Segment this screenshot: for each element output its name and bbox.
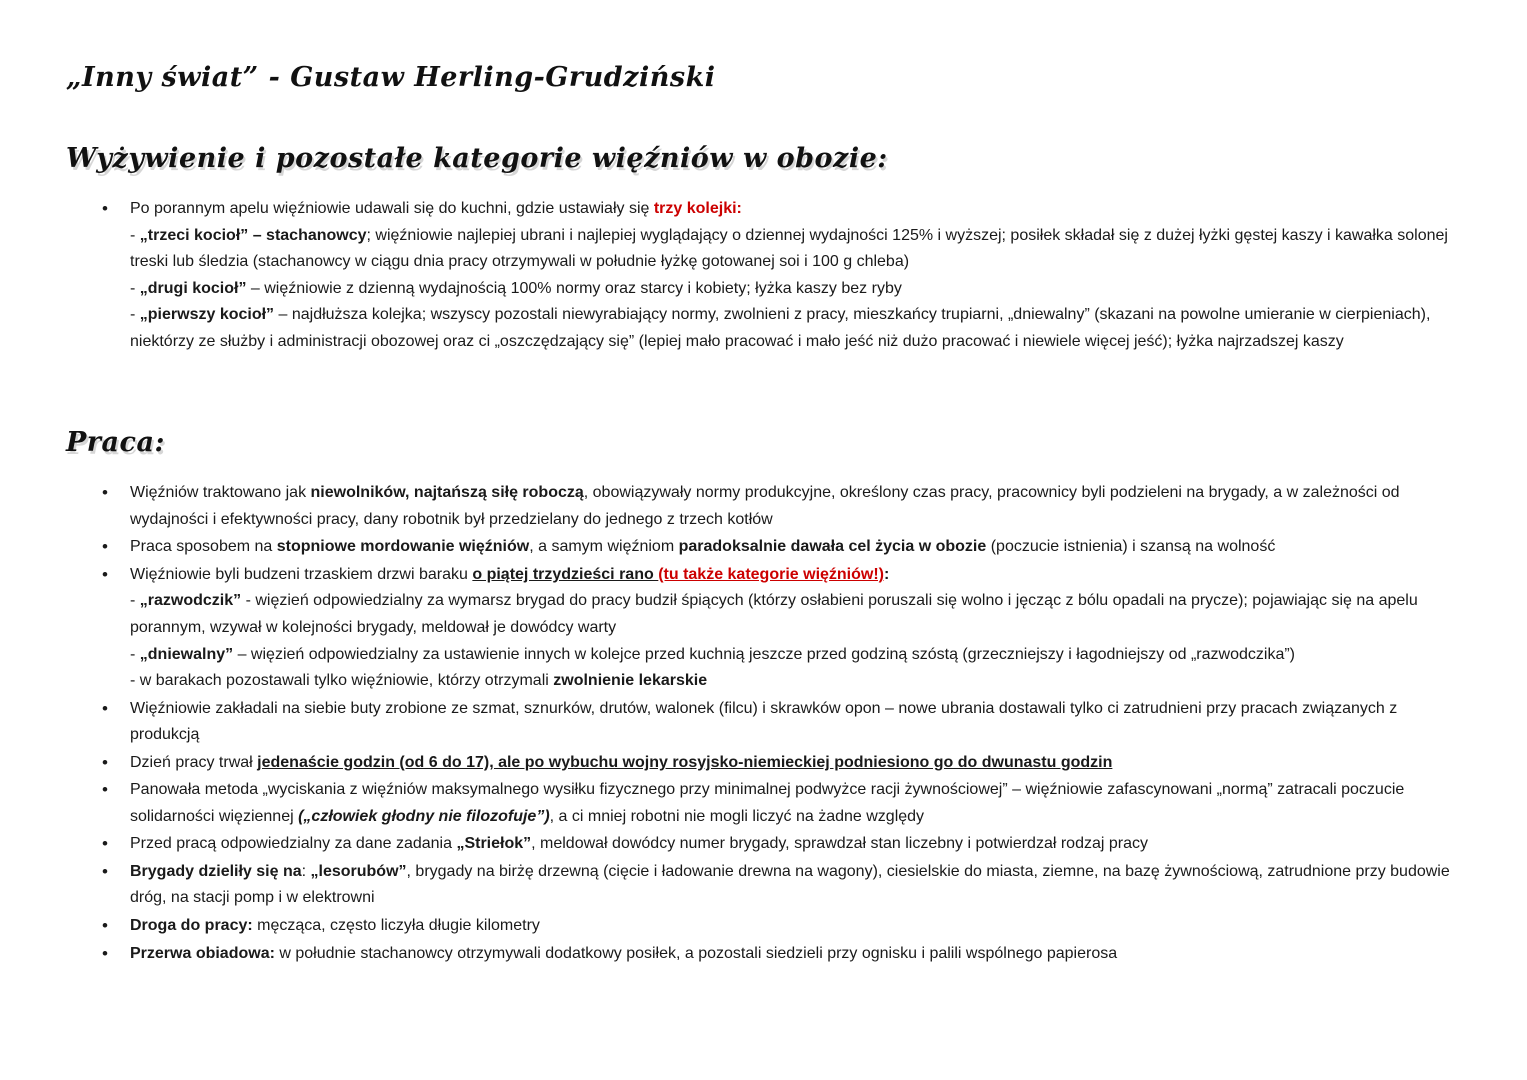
- list-item: [66, 831, 1463, 858]
- list-item-text: [130, 534, 1463, 561]
- text-line: [130, 913, 1463, 940]
- list-item: [66, 913, 1463, 940]
- list-item-text: [130, 859, 1463, 912]
- text-segment: , meldował dowódcy numer brygady, sprawdzał stan liczebny i potwierdzał rodzaj pracy: [531, 835, 1148, 853]
- text-segment: Przed pracą odpowiedzialny za dane zadania: [130, 835, 457, 853]
- text-segment: -: [130, 226, 140, 244]
- text-line: [130, 668, 1463, 695]
- text-segment: męcząca, często liczyła długie kilometry: [252, 917, 540, 935]
- list-item-text: [130, 750, 1463, 777]
- text-line: [130, 941, 1463, 968]
- text-segment: Dzień pracy trwał: [130, 753, 258, 771]
- text-segment: – najdłuższa kolejka; wszyscy pozostali niewyrabiający normy, zwolnieni z pracy, mieszkańcy trupiarni, „dniewalny” (skazani na powolne umieranie w cierpieniach), niektórzy ze służby i administracji obozowej oraz ci „oszczędzający się” (lepiej mało pracować i mało jeść niż dużo pracować i niewiele więcej jeść); łyżka najrzadszej kaszy: [130, 306, 1431, 350]
- bullet-icon: •: [102, 199, 108, 218]
- text-line: [130, 480, 1463, 533]
- text-segment: zwolnienie lekarskie: [553, 672, 708, 690]
- text-segment: :: [884, 565, 890, 583]
- list-item: [66, 562, 1463, 695]
- text-segment: „lesorubów”: [310, 862, 407, 880]
- text-segment: ; więźniowie najlepiej ubrani i najlepiej wyglądający o dziennej wydajności 125% i wyższej; posiłek składał się z dużej łyżki gęstej kaszy i kawałka solonej treski lub śledzia (stachanowcy w ciągu dnia pracy otrzymywali w południe łyżkę gotowanej soi i 100 g chleba): [130, 226, 1448, 271]
- bullet-icon: •: [102, 752, 108, 772]
- text-segment: „razwodczik”: [139, 592, 242, 610]
- section: [66, 427, 1463, 967]
- text-segment: -: [130, 306, 140, 324]
- text-segment: - więzień odpowiedzialny za wymarsz brygad do pracy budził śpiących (którzy osłabieni poruszali się wolno i jęcząc z bólu opadali na prycze); pojawiając się na apelu porannym, wzywał w kolejności brygady, meldował je dowódcy warty: [130, 592, 1418, 637]
- text-line: [130, 696, 1463, 749]
- list-item: [66, 777, 1463, 830]
- list-item-text: [130, 196, 1463, 355]
- list-item: [66, 696, 1463, 749]
- text-line: [130, 859, 1463, 912]
- section: [66, 143, 1463, 355]
- list-item-text: [130, 941, 1463, 968]
- bullet-icon: •: [102, 483, 108, 503]
- text-segment: „trzeci kocioł” – stachanowcy: [139, 226, 367, 244]
- bullet-icon: •: [102, 537, 108, 557]
- text-segment: „pierwszy kocioł”: [139, 306, 275, 324]
- text-segment: „drugi kocioł”: [139, 279, 247, 297]
- text-segment: niewolników, najtańszą siłę roboczą: [310, 484, 584, 502]
- text-segment: w południe stachanowcy otrzymywali dodatkowy posiłek, a pozostali siedzieli przy ognisku i palili wspólnego papierosa: [274, 944, 1118, 962]
- sections: [66, 143, 1463, 967]
- text-segment: – więzień odpowiedzialny za ustawienie innych w kolejce przed kuchnią jeszcze przed godziną szóstą (grzeczniejszy i łagodniejszy od „razwodczika”): [233, 645, 1295, 663]
- text-line: [130, 302, 1463, 355]
- bullet-icon: •: [102, 861, 108, 881]
- text-segment: („człowiek głodny nie filozofuje”): [298, 807, 550, 825]
- document-title: „Inny świat” - Gustaw Herling-Grudziński: [66, 62, 716, 93]
- text-segment: Po porannym apelu więźniowie udawali się do kuchni, gdzie ustawiały się: [130, 200, 654, 217]
- bullet-icon: •: [102, 564, 108, 584]
- text-segment: Więźniowie byli budzeni trzaskiem drzwi baraku: [130, 565, 473, 583]
- text-line: [130, 831, 1463, 858]
- text-segment: stopniowe mordowanie więźniów: [276, 538, 530, 556]
- text-segment: :: [301, 862, 311, 880]
- bullet-list: [66, 196, 1463, 355]
- text-segment: paradoksalnie dawała cel życia w obozie: [678, 538, 987, 556]
- bullet-icon: •: [102, 698, 108, 718]
- text-segment: , a ci mniej robotni nie mogli liczyć na żadne względy: [549, 807, 925, 825]
- text-line: [130, 588, 1463, 641]
- text-line: [130, 562, 1463, 589]
- list-item: [66, 859, 1463, 912]
- text-line: [130, 196, 1463, 223]
- list-item: [66, 534, 1463, 561]
- list-item: [66, 750, 1463, 777]
- text-line: [130, 750, 1463, 777]
- section-heading: Wyżywienie i pozostałe kategorie więźniów w obozie:: [66, 143, 888, 174]
- text-segment: (tu także kategorie więźniów!): [658, 565, 884, 583]
- text-segment: „dniewalny”: [139, 645, 234, 663]
- text-segment: Więźniowie zakładali na siebie buty zrobione ze szmat, sznurków, drutów, walonek (filcu) i skrawków opon – nowe ubrania dostawali tylko ci zatrudnieni przy pracach związanych z produkcją: [130, 699, 1398, 744]
- section-heading: Praca:: [66, 427, 165, 459]
- text-segment: , obowiązywały normy produkcyjne, określony czas pracy, pracownicy byli podzieleni na brygady, a w zależności od wydajności i efektywności pracy, dany robotnik był przedzielany do jednego z trzech kotłów: [130, 484, 1400, 528]
- text-segment: Więźniów traktowano jak: [130, 484, 311, 502]
- text-segment: -: [130, 592, 140, 610]
- text-segment: Panowała metoda „wyciskania z więźniów maksymalnego wysiłku fizycznego przy minimalnej podwyżce racji żywnościowej” – więźniowie zafascynowani „normą” zatracali poczucie solidarności więziennej: [130, 781, 1405, 825]
- bullet-icon: •: [102, 916, 108, 936]
- text-segment: jedenaście godzin (od 6 do 17), ale po wybuchu wojny rosyjsko-niemieckiej podniesiono go do dwunastu godzin: [257, 753, 1113, 771]
- list-item-text: [130, 777, 1463, 830]
- bullet-list: [66, 480, 1463, 967]
- text-segment: (poczucie istnienia) i szansą na wolność: [986, 538, 1276, 556]
- text-line: [130, 276, 1463, 303]
- text-segment: Praca sposobem na: [130, 538, 277, 556]
- text-line: [130, 777, 1463, 830]
- list-item: [66, 196, 1463, 355]
- text-segment: , brygady na birżę drzewną (cięcie i ładowanie drewna na wagony), ciesielskie do miasta, ziemne, na bazę żywnościową, zatrudnione przy budowie dróg, na stacji pomp i w elektrowni: [130, 862, 1450, 907]
- text-segment: o piątej trzydzieści rano: [472, 565, 659, 583]
- bullet-icon: •: [102, 780, 108, 800]
- text-segment: trzy kolejki:: [653, 200, 742, 217]
- text-segment: -: [130, 645, 140, 663]
- text-segment: - w barakach pozostawali tylko więźniowie, którzy otrzymali: [130, 672, 554, 690]
- text-segment: , a samym więźniom: [529, 538, 679, 556]
- text-segment: Droga do pracy:: [130, 917, 253, 935]
- text-segment: – więźniowie z dzienną wydajnością 100% normy oraz starcy i kobiety; łyżka kaszy bez ryby: [246, 279, 902, 297]
- text-segment: Brygady dzieliły się na: [130, 862, 302, 880]
- text-line: [130, 534, 1463, 561]
- text-segment: Przerwa obiadowa:: [130, 944, 275, 962]
- list-item-text: [130, 696, 1463, 749]
- list-item: [66, 480, 1463, 533]
- list-item-text: [130, 913, 1463, 940]
- bullet-icon: •: [102, 834, 108, 854]
- text-segment: -: [130, 279, 140, 297]
- text-line: [130, 223, 1463, 276]
- list-item-text: [130, 831, 1463, 858]
- list-item: [66, 941, 1463, 968]
- text-segment: „Striełok”: [456, 835, 532, 853]
- text-line: [130, 642, 1463, 669]
- list-item-text: [130, 562, 1463, 695]
- bullet-icon: •: [102, 943, 108, 963]
- list-item-text: [130, 480, 1463, 533]
